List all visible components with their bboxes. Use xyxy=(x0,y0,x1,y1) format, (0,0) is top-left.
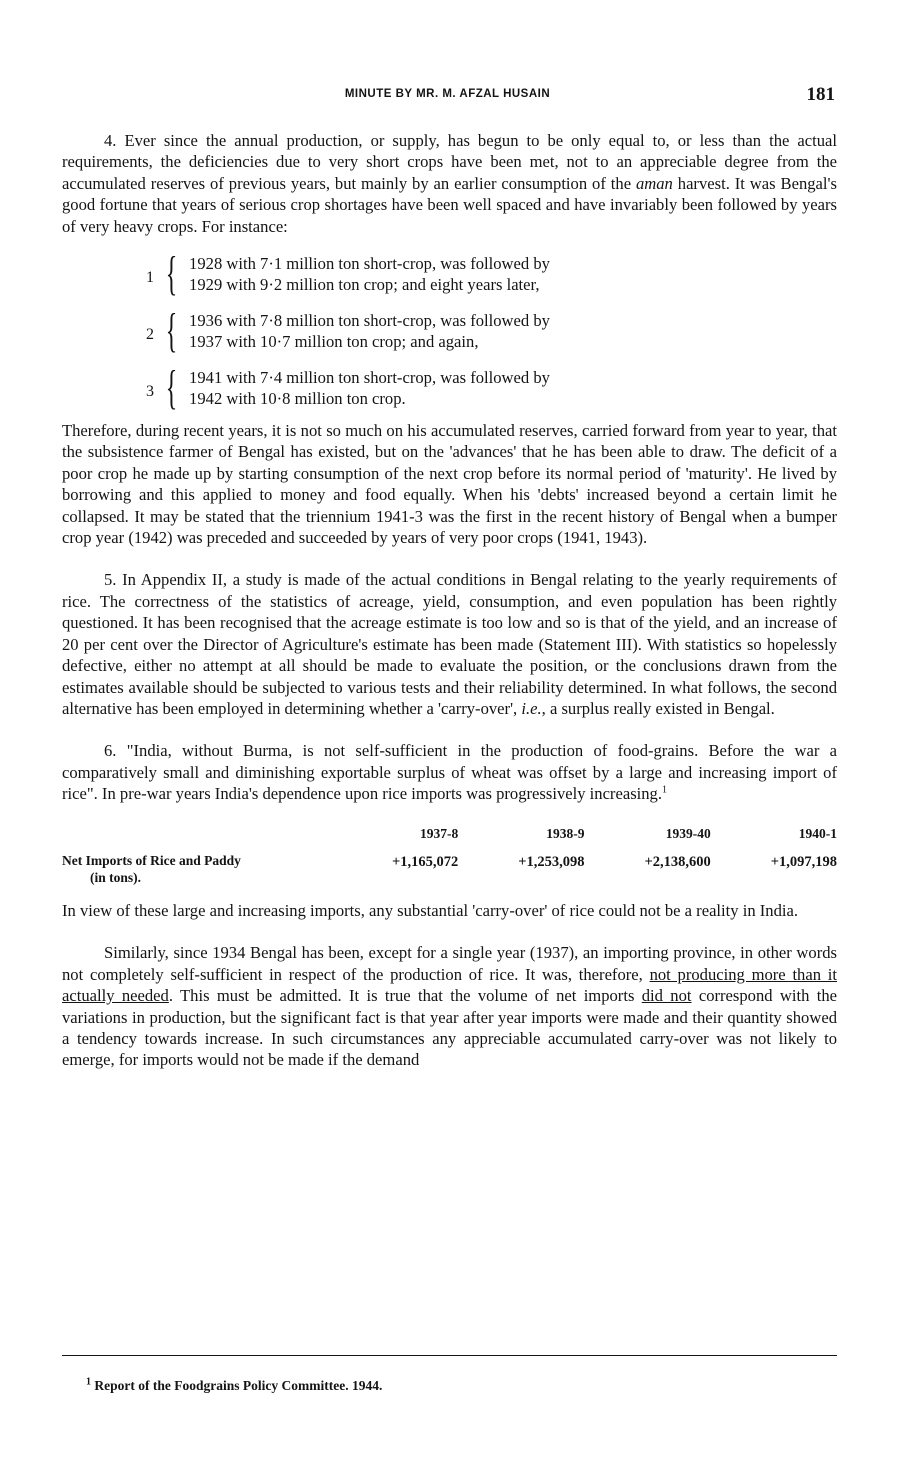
para8-underlined-a: not producing more than it actually needed xyxy=(62,964,837,1006)
brace-glyph: { xyxy=(165,304,178,358)
para8-underlined-b: did not xyxy=(641,986,692,1006)
instance-number: 2 xyxy=(146,326,154,344)
table-cell: +2,138,600 xyxy=(644,853,711,870)
para4-text-b: harvest. It was Bengal's good fortune that years of serious crop shortages have been well spaced and have invariably been followed by years of very heavy crops. For instance: xyxy=(62,173,837,236)
instance-line: 1941 with 7·4 million ton short-crop, was followed by xyxy=(189,367,550,387)
instance-item xyxy=(140,362,837,414)
paragraph-6 xyxy=(62,740,837,804)
paragraph-8 xyxy=(62,942,837,1070)
instance-lines xyxy=(189,253,550,296)
para8-text-b: . This must be admitted. It is true that the volume of net imports xyxy=(168,986,642,1006)
para8-text-c: correspond with the variations in production, but the significant fact is that year after year imports were made and their quantity showed a tendency towards increase. In such circumstances any appreciable accumulated carry-over was not likely to emerge, for imports would not be made if the demand xyxy=(62,986,837,1070)
row-label xyxy=(62,852,332,886)
instance-line: 1928 with 7·1 million ton short-crop, was followed by xyxy=(189,253,550,273)
page-body xyxy=(62,130,837,1071)
paragraph-4-continued: Therefore, during recent years, it is not so much on his accumulated reserves, carried forward from year to year, that the subsistence farmer of Bengal has existed, but on the 'advances' that he has been able to draw. The deficit of a poor crop he made up by starting consumption of the next crop before its normal period of 'maturity'. He lived by borrowing and this applied to money and food equally. When his 'debts' increased beyond a certain limit he collapsed. It may be stated that the triennium 1941-3 was the first in the recent history of Bengal when a bumper crop year (1942) was preceded and succeeded by years of very poor crops (1941, 1943). xyxy=(62,421,837,548)
running-head: MINUTE BY MR. M. AFZAL HUSAIN xyxy=(344,88,551,100)
instance-list xyxy=(140,248,837,414)
table-header-row xyxy=(62,823,837,852)
paragraph-7: In view of these large and increasing imports, any substantial 'carry-over' of rice could not be a reality in India. xyxy=(62,900,799,920)
instance-item xyxy=(140,305,837,357)
footnote-text: Report of the Foodgrains Policy Committee. 1944. xyxy=(94,1378,383,1393)
footnote-divider xyxy=(62,1355,837,1356)
instance-lines xyxy=(189,367,550,410)
instance-line: 1937 with 10·7 million ton crop; and again, xyxy=(189,332,479,352)
instance-lines xyxy=(189,310,550,353)
brace-glyph: { xyxy=(165,247,178,301)
instance-item xyxy=(140,248,837,300)
table-row xyxy=(62,852,837,886)
para6-text: 6. "India, without Burma, is not self-sufficient in the production of food-grains. Before the war a comparatively small and diminishing exportable surplus of wheat was offset by a large and increasing import of rice". In pre-war years India's dependence upon rice imports was progressively increasing. xyxy=(62,741,837,804)
para8-text-a: Similarly, since 1934 Bengal has been, except for a single year (1937), an importing province, in other words not completely self-sufficient in respect of the production of rice. It was, therefore, xyxy=(62,943,837,984)
para4-text-a: 4. Ever since the annual production, or supply, has begun to be only equal to, or less than the actual requirements, the deficiencies due to very short crops have been met, not to an appreciable degree from the accumulated reserves of previous years, but mainly by an earlier consumption of the xyxy=(62,131,837,193)
year-header: 1939-40 xyxy=(665,825,711,841)
table-corner xyxy=(62,823,332,852)
para5-text-b: , a surplus really existed in Bengal. xyxy=(541,698,775,718)
instance-number: 1 xyxy=(146,269,154,287)
paragraph-4 xyxy=(62,130,837,237)
table-cell: +1,097,198 xyxy=(770,853,837,870)
para5-italic-word: i.e. xyxy=(521,698,542,718)
instance-number: 3 xyxy=(146,383,154,401)
year-header: 1938-9 xyxy=(546,825,585,841)
paragraph-5 xyxy=(62,569,837,719)
year-header: 1940-1 xyxy=(798,825,837,841)
table-cell: +1,165,072 xyxy=(391,853,459,870)
instance-line: 1942 with 10·8 million ton crop. xyxy=(189,389,406,409)
instance-line: 1929 with 9·2 million ton crop; and eight years later, xyxy=(189,275,540,295)
para5-text-a: 5. In Appendix II, a study is made of the actual conditions in Bengal relating to the yearly requirements of rice. The correctness of the statistics of acreage, yield, consumption, and even population has been rightly questioned. It has been recognised that the acreage estimate is too low and so is that of the yield, and an increase of 20 per cent over the Director of Agriculture's estimate has been made (Statement III). With statistics so hopelessly defective, either no attempt at all should be made to evaluate the position, or the conclusions drawn from the estimates available should be subjected to various tests and their reliability determined. In what follows, the second alternative has been employed in determining whether a 'carry-over', xyxy=(62,570,837,718)
table-cell: +1,253,098 xyxy=(518,853,585,870)
page-number: 181 xyxy=(806,84,835,105)
page-header xyxy=(60,84,835,110)
footnote-reference: 1 xyxy=(662,784,668,796)
instance-line: 1936 with 7·8 million ton short-crop, was followed by xyxy=(189,310,550,330)
brace-glyph: { xyxy=(165,361,178,415)
footnote xyxy=(86,1378,382,1394)
year-header: 1937-8 xyxy=(420,825,459,841)
imports-table xyxy=(62,823,837,886)
row-label-unit: (in tons). xyxy=(90,869,142,885)
row-label-text: Net Imports of Rice and Paddy xyxy=(62,852,241,868)
para4-italic-word: aman xyxy=(635,173,673,193)
footnote-mark: 1 xyxy=(86,1376,91,1388)
